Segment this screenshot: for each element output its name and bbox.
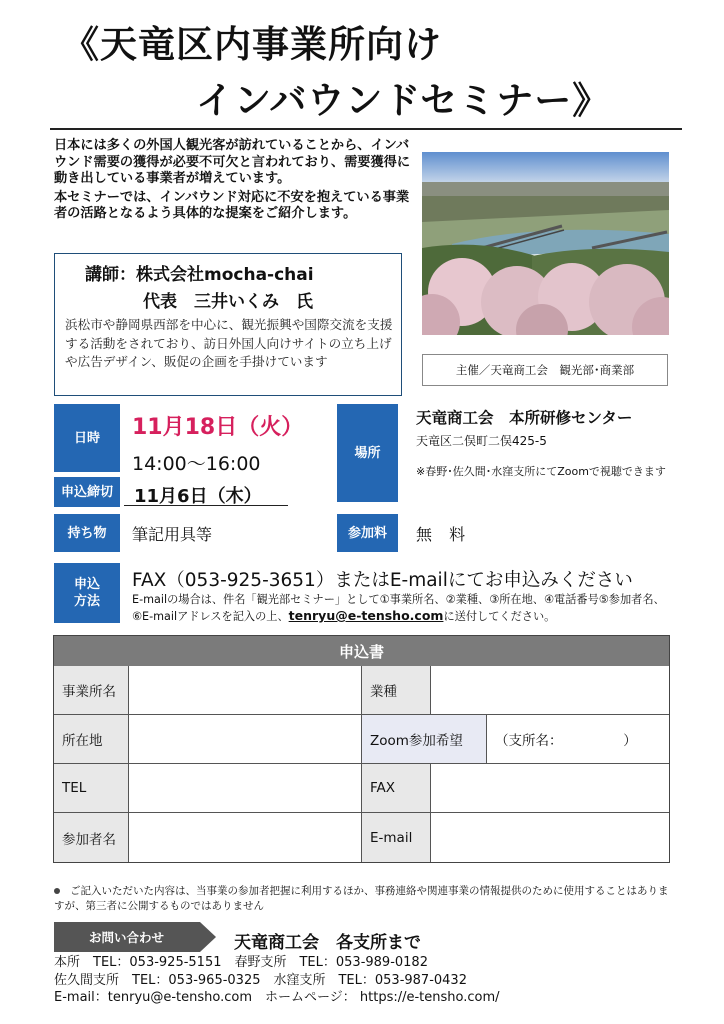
fax-field[interactable]: [431, 764, 669, 813]
event-date: 11月18日（火）: [132, 415, 304, 440]
venue-address: 天竜区二俣町二俣425-5: [416, 434, 547, 448]
intro-text: [54, 138, 416, 223]
address-field[interactable]: [129, 715, 362, 764]
contact-details: [54, 954, 500, 1007]
zoom-branch-field[interactable]: （支所名： ）: [487, 715, 669, 764]
label-email: E-mail: [362, 813, 431, 862]
label-venue: 場所: [337, 404, 398, 502]
venue-name: 天竜商工会 本所研修センター: [416, 409, 633, 427]
email-field[interactable]: [431, 813, 669, 862]
intro-paragraph-2: 本セミナーでは、インバウンド対応に不安を抱えている事業者の活路となるよう具体的な提案をご紹介します。: [54, 189, 410, 221]
event-time: 14:00～16:00: [132, 453, 261, 475]
page-title-line2: インバウンドセミナー》: [196, 79, 611, 122]
label-industry: 業種: [362, 666, 431, 715]
business-name-field[interactable]: [129, 666, 362, 715]
participant-field[interactable]: [129, 813, 362, 862]
application-form: [53, 635, 670, 863]
privacy-note: [54, 884, 674, 913]
participation-fee: 無 料: [416, 525, 472, 544]
label-bring: 持ち物: [54, 514, 120, 552]
lecturer-description: 浜松市や静岡県西部を中心に、観光振興や国際交流を支援する活動をされており、訪日外国人向けサイトの立ち上げや広告デザイン、販促の企画を手掛けています: [65, 317, 393, 369]
apply-method-note: [132, 592, 672, 625]
landscape-photo: [422, 152, 669, 335]
lecturer-representative: 代表 三井いくみ 氏: [143, 292, 313, 312]
industry-field[interactable]: [431, 666, 669, 715]
intro-paragraph-1: 日本には多くの外国人観光客が訪れていることから、インバウンド需要の獲得が必要不可欠と言われており、需要獲得に動き出している事業者が増えています。: [54, 138, 411, 186]
contact-title: 天竜商工会 各支所まで: [234, 933, 421, 953]
venue-note: ※春野･佐久間･水窪支所にてZoomで視聴できます: [416, 465, 666, 478]
label-fee: 参加料: [337, 514, 398, 552]
contact-tab-label: お問い合わせ: [88, 930, 164, 945]
lecturer-name: 講師：株式会社mocha-chai: [85, 265, 314, 285]
contact-line-3[interactable]: E-mail：tenryu@e-tensho.com ホームページ： https://e-tensho.com/: [54, 990, 500, 1005]
label-business-name: 事業所名: [54, 666, 129, 715]
label-zoom: Zoom参加希望: [362, 715, 487, 764]
label-deadline: 申込締切: [54, 477, 120, 507]
label-participant: 参加者名: [54, 813, 129, 862]
label-fax: FAX: [362, 764, 431, 813]
deadline-underline: [124, 505, 288, 506]
lecturer-box: [54, 253, 402, 396]
contact-line-1: 本所 TEL：053-925-5151 春野支所 TEL：053-989-0182: [54, 955, 428, 970]
tel-field[interactable]: [129, 764, 362, 813]
label-address: 所在地: [54, 715, 129, 764]
apply-note-text: E-mailの場合は、件名「観光部セミナー」として①事業所名、②業種、③所在地、④電話番号⑤参加者名、⑥E-mailアドレスを記入の上、: [132, 593, 665, 623]
form-title: 申込書: [54, 636, 669, 666]
items-to-bring: 筆記用具等: [132, 525, 213, 544]
bullet-icon: [54, 888, 60, 894]
privacy-text: ご記入いただいた内容は、当事業の参加者把握に利用するほか、事務連絡や関連事業の情報提供のために使用することはありますが、第三者に公開するものではありません: [54, 885, 669, 912]
apply-method-text: FAX（053-925-3651）またはE-mailにてお申込みください: [132, 570, 633, 591]
page-title-line1: 《天竜区内事業所向け: [62, 23, 442, 66]
label-datetime: 日時: [54, 404, 120, 472]
apply-note-end: に送付してください。: [443, 610, 556, 623]
contact-line-2: 佐久間支所 TEL：053-965-0325 水窪支所 TEL：053-987-0432: [54, 972, 467, 988]
apply-email-link[interactable]: tenryu@e-tensho.com: [288, 608, 444, 623]
organizer-box: 主催／天竜商工会 観光部･商業部: [422, 354, 668, 386]
title-divider: [50, 128, 682, 130]
label-tel: TEL: [54, 764, 129, 813]
label-apply-method: 申込 方法: [54, 563, 120, 623]
deadline-date: 11月6日（木）: [134, 486, 262, 507]
